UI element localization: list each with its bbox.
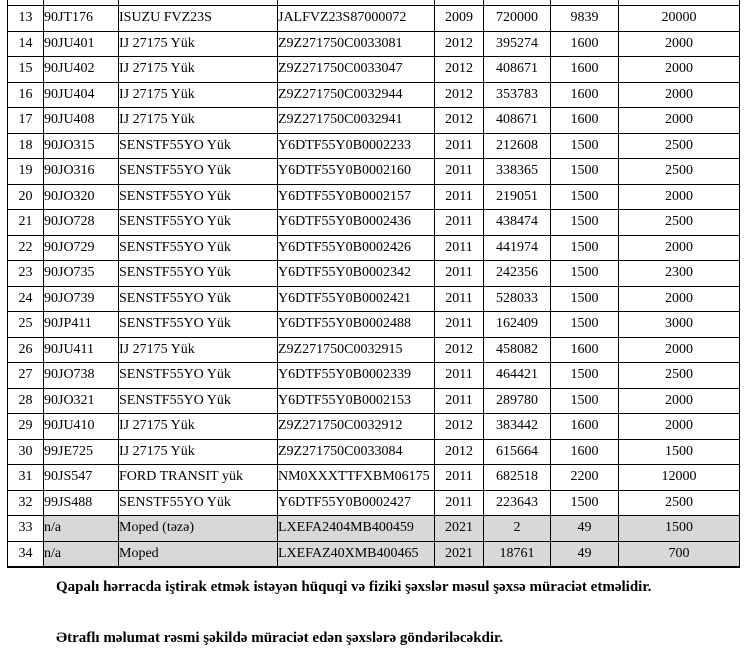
cell-model: Moped [119,541,278,567]
cell-no: 27 [8,363,44,389]
table-row [8,31,740,57]
cell-no: 16 [8,82,44,108]
footer-note-details: Ətraflı məlumat rəsmi şəkildə müraciət edən şəxslərə göndəriləcəkdir. [56,630,504,646]
cell-vin: Z9Z271750C0032941 [278,108,435,134]
cell-mileage: 242356 [484,261,551,287]
cell-vin: Y6DTF55Y0B0002488 [278,312,435,338]
cell-vin: LXEFA2404MB400459 [278,516,435,542]
cell-mileage: 682518 [484,465,551,491]
cell-engine: 49 [551,541,619,567]
table-row [8,516,740,542]
cell-plate: 90JU401 [44,31,119,57]
cell-year: 2011 [435,312,484,338]
cell-plate: 90JO320 [44,184,119,210]
cell-mileage: 438474 [484,210,551,236]
cell-price: 2000 [619,388,740,414]
cell-mileage: 408671 [484,57,551,83]
cell-model: IJ 27175 Yük [119,439,278,465]
cell-price: 2000 [619,337,740,363]
cell-engine: 1500 [551,490,619,516]
cell-year: 2011 [435,133,484,159]
cell-model: SENSTF55YO Yük [119,159,278,185]
table-row [8,388,740,414]
cell-price: 2500 [619,159,740,185]
cell-no: 34 [8,541,44,567]
table-row [8,159,740,185]
table-row [8,235,740,261]
cell-mileage: 458082 [484,337,551,363]
cell-vin: JALFVZ23S87000072 [278,6,435,32]
cell-vin: NM0XXXTTFXBM06175 [278,465,435,491]
cell-no: 20 [8,184,44,210]
cell-mileage: 212608 [484,133,551,159]
cell-mileage: 353783 [484,82,551,108]
cell-year: 2011 [435,465,484,491]
cell-engine: 49 [551,516,619,542]
cell-year: 2012 [435,31,484,57]
cell-price: 2000 [619,82,740,108]
cell-vin: Y6DTF55Y0B0002160 [278,159,435,185]
cell-engine: 1500 [551,388,619,414]
cell-engine: 9839 [551,6,619,32]
cell-model: IJ 27175 Yük [119,57,278,83]
cell-price: 2300 [619,261,740,287]
cell-model: Moped (təzə) [119,516,278,542]
cell-price: 700 [619,541,740,567]
cell-price: 2000 [619,286,740,312]
cell-price: 2500 [619,210,740,236]
cell-no: 19 [8,159,44,185]
table-row [8,337,740,363]
cell-year: 2012 [435,337,484,363]
cell-year: 2011 [435,159,484,185]
cell-vin: Y6DTF55Y0B0002421 [278,286,435,312]
cell-model: IJ 27175 Yük [119,31,278,57]
cell-no: 15 [8,57,44,83]
cell-mileage: 408671 [484,108,551,134]
cell-vin: Y6DTF55Y0B0002153 [278,388,435,414]
cell-year: 2011 [435,184,484,210]
cell-year: 2011 [435,286,484,312]
cell-price: 3000 [619,312,740,338]
cell-mileage: 615664 [484,439,551,465]
cell-engine: 1600 [551,414,619,440]
cell-mileage: 18761 [484,541,551,567]
cell-plate: n/a [44,541,119,567]
cell-model: SENSTF55YO Yük [119,286,278,312]
cell-mileage: 338365 [484,159,551,185]
table-row [8,108,740,134]
cell-price: 2000 [619,31,740,57]
cell-no: 17 [8,108,44,134]
cell-engine: 1600 [551,82,619,108]
cell-mileage: 395274 [484,31,551,57]
cell-vin: Y6DTF55Y0B0002427 [278,490,435,516]
cell-no: 30 [8,439,44,465]
cell-engine: 1500 [551,286,619,312]
cell-no: 14 [8,31,44,57]
cell-year: 2012 [435,108,484,134]
cell-engine: 1600 [551,57,619,83]
cell-price: 2500 [619,363,740,389]
cell-no: 13 [8,6,44,32]
cell-vin: Z9Z271750C0033084 [278,439,435,465]
cell-price: 1500 [619,439,740,465]
cell-mileage: 383442 [484,414,551,440]
cell-plate: 90JU410 [44,414,119,440]
table-row [8,465,740,491]
cell-plate: 90JO735 [44,261,119,287]
cell-plate: 90JO321 [44,388,119,414]
cell-year: 2021 [435,516,484,542]
cell-plate: 90JO316 [44,159,119,185]
cell-model: SENSTF55YO Yük [119,490,278,516]
cell-price: 2000 [619,57,740,83]
cell-no: 29 [8,414,44,440]
cell-mileage: 162409 [484,312,551,338]
cell-plate: n/a [44,516,119,542]
cell-engine: 1500 [551,363,619,389]
cell-year: 2012 [435,414,484,440]
cell-model: SENSTF55YO Yük [119,388,278,414]
cell-vin: Y6DTF55Y0B0002342 [278,261,435,287]
cell-model: SENSTF55YO Yük [119,363,278,389]
table-row [8,82,740,108]
cell-price: 1500 [619,516,740,542]
cell-engine: 1500 [551,261,619,287]
cell-model: SENSTF55YO Yük [119,261,278,287]
table-row [8,414,740,440]
cell-mileage: 720000 [484,6,551,32]
table-row [8,261,740,287]
cell-engine: 1500 [551,235,619,261]
cell-no: 25 [8,312,44,338]
cell-no: 24 [8,286,44,312]
cell-price: 2000 [619,108,740,134]
cell-engine: 1500 [551,159,619,185]
cell-engine: 1600 [551,108,619,134]
cell-plate: 90JO729 [44,235,119,261]
table-row [8,286,740,312]
table-row [8,210,740,236]
cell-vin: Z9Z271750C0033047 [278,57,435,83]
cell-vin: LXEFAZ40XMB400465 [278,541,435,567]
cell-vin: Z9Z271750C0032915 [278,337,435,363]
cell-mileage: 2 [484,516,551,542]
cell-engine: 1600 [551,337,619,363]
cell-plate: 90JU402 [44,57,119,83]
table-row [8,6,740,32]
cell-no: 28 [8,388,44,414]
cell-vin: Y6DTF55Y0B0002233 [278,133,435,159]
cell-no: 32 [8,490,44,516]
cell-engine: 1600 [551,439,619,465]
cell-mileage: 528033 [484,286,551,312]
cell-plate: 90JO739 [44,286,119,312]
cell-year: 2021 [435,541,484,567]
cell-model: ISUZU FVZ23S [119,6,278,32]
cell-model: SENSTF55YO Yük [119,133,278,159]
cell-model: SENSTF55YO Yük [119,235,278,261]
cell-plate: 99JS488 [44,490,119,516]
cell-plate: 90JO315 [44,133,119,159]
cell-vin: Y6DTF55Y0B0002436 [278,210,435,236]
cell-engine: 1500 [551,133,619,159]
cell-year: 2011 [435,261,484,287]
cell-year: 2011 [435,210,484,236]
cell-year: 2012 [435,82,484,108]
cell-model: SENSTF55YO Yük [119,210,278,236]
cell-year: 2012 [435,57,484,83]
cell-plate: 90JO728 [44,210,119,236]
cell-no: 31 [8,465,44,491]
cell-mileage: 219051 [484,184,551,210]
cell-plate: 99JE725 [44,439,119,465]
cell-vin: Z9Z271750C0032912 [278,414,435,440]
cell-no: 18 [8,133,44,159]
footer-note-participation: Qapalı hərracda iştirak etmək istəyən hüquqi və fiziki şəxslər məsul şəxsə müraciət etməlidir. [56,579,652,595]
cell-mileage: 441974 [484,235,551,261]
cell-plate: 90JP411 [44,312,119,338]
cell-model: IJ 27175 Yük [119,82,278,108]
cell-vin: Z9Z271750C0033081 [278,31,435,57]
cell-model: SENSTF55YO Yük [119,184,278,210]
cell-mileage: 289780 [484,388,551,414]
cell-no: 33 [8,516,44,542]
table-row [8,490,740,516]
cell-vin: Y6DTF55Y0B0002339 [278,363,435,389]
cell-mileage: 464421 [484,363,551,389]
cell-price: 20000 [619,6,740,32]
cell-engine: 2200 [551,465,619,491]
cell-plate: 90JO738 [44,363,119,389]
cell-engine: 1600 [551,31,619,57]
cell-vin: Y6DTF55Y0B0002157 [278,184,435,210]
cell-model: IJ 27175 Yük [119,337,278,363]
cell-price: 2000 [619,235,740,261]
cell-engine: 1500 [551,184,619,210]
cell-vin: Y6DTF55Y0B0002426 [278,235,435,261]
cell-no: 23 [8,261,44,287]
cell-engine: 1500 [551,312,619,338]
cell-mileage: 223643 [484,490,551,516]
table-row [8,439,740,465]
cell-model: SENSTF55YO Yük [119,312,278,338]
cell-model: IJ 27175 Yük [119,108,278,134]
cell-plate: 90JU411 [44,337,119,363]
cell-plate: 90JS547 [44,465,119,491]
cell-price: 12000 [619,465,740,491]
cell-no: 21 [8,210,44,236]
cell-year: 2011 [435,388,484,414]
cell-year: 2011 [435,490,484,516]
cell-price: 2000 [619,184,740,210]
cell-price: 2000 [619,414,740,440]
table-row [8,133,740,159]
table-row [8,184,740,210]
cell-plate: 90JT176 [44,6,119,32]
cell-engine: 1500 [551,210,619,236]
cell-model: FORD TRANSIT yük [119,465,278,491]
cell-price: 2500 [619,133,740,159]
cell-no: 22 [8,235,44,261]
table-row [8,312,740,338]
cell-plate: 90JU404 [44,82,119,108]
cell-year: 2012 [435,439,484,465]
table-row [8,541,740,567]
table-row [8,363,740,389]
cell-year: 2011 [435,363,484,389]
cell-price: 2500 [619,490,740,516]
table-row [8,57,740,83]
cell-vin: Z9Z271750C0032944 [278,82,435,108]
cell-model: IJ 27175 Yük [119,414,278,440]
cell-year: 2011 [435,235,484,261]
cell-no: 26 [8,337,44,363]
vehicle-table [7,0,740,568]
cell-year: 2009 [435,6,484,32]
cell-plate: 90JU408 [44,108,119,134]
